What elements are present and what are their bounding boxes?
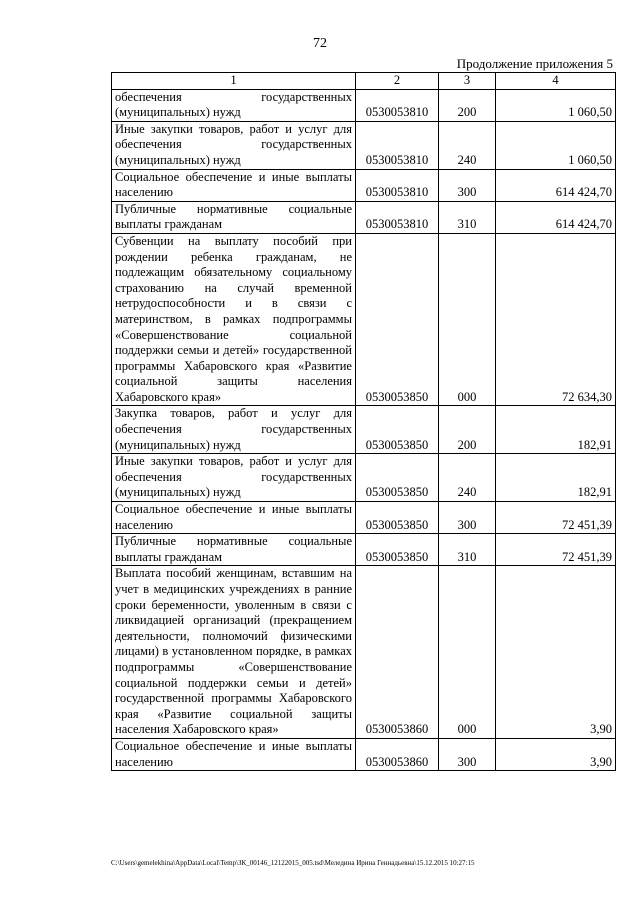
row-amount: 182,91: [496, 406, 616, 454]
budget-table: [111, 72, 616, 771]
row-description: Публичные нормативные социальные выплаты гражданам: [112, 201, 356, 233]
row-amount: 614 424,70: [496, 201, 616, 233]
row-target-code: 0530053860: [356, 738, 439, 770]
row-target-code: 0530053850: [356, 454, 439, 502]
row-target-code: 0530053810: [356, 121, 439, 169]
row-description: Социальное обеспечение и иные выплаты населению: [112, 738, 356, 770]
row-amount: 182,91: [496, 454, 616, 502]
table-row: [112, 169, 616, 201]
row-target-code: 0530053850: [356, 233, 439, 406]
row-description: Субвенции на выплату пособий при рождении ребенка гражданам, не подлежащим обязательному социальному страхованию на случай временной нетрудоспособности и в связи с материнством, в рамках подпрограммы «Совершенствование социальной поддержки семьи и детей» государственной программы Хабаровского края «Развитие социальной защиты населения Хабаровского края»: [112, 233, 356, 406]
column-header: 2: [356, 73, 439, 90]
table-row: [112, 502, 616, 534]
row-amount: 614 424,70: [496, 169, 616, 201]
appendix-continuation-label: Продолжение приложения 5: [456, 56, 613, 71]
row-description: Социальное обеспечение и иные выплаты населению: [112, 169, 356, 201]
row-description: обеспечения государственных (муниципальных) нужд: [112, 89, 356, 121]
column-header: 3: [439, 73, 496, 90]
row-expense-type: 000: [439, 233, 496, 406]
row-expense-type: 310: [439, 534, 496, 566]
row-target-code: 0530053850: [356, 502, 439, 534]
row-description: Иные закупки товаров, работ и услуг для обеспечения государственных (муниципальных) нужд: [112, 454, 356, 502]
row-amount: 1 060,50: [496, 121, 616, 169]
row-target-code: 0530053860: [356, 566, 439, 739]
table-row: [112, 121, 616, 169]
table-row: [112, 201, 616, 233]
page-number: 72: [313, 36, 327, 51]
row-expense-type: 240: [439, 454, 496, 502]
table-row: [112, 89, 616, 121]
row-amount: 72 634,30: [496, 233, 616, 406]
table-row: [112, 738, 616, 770]
row-amount: 72 451,39: [496, 502, 616, 534]
row-target-code: 0530053810: [356, 169, 439, 201]
row-expense-type: 200: [439, 406, 496, 454]
row-amount: 3,90: [496, 566, 616, 739]
row-target-code: 0530053810: [356, 89, 439, 121]
row-amount: 3,90: [496, 738, 616, 770]
row-expense-type: 300: [439, 738, 496, 770]
row-target-code: 0530053850: [356, 406, 439, 454]
row-description: Иные закупки товаров, работ и услуг для обеспечения государственных (муниципальных) нужд: [112, 121, 356, 169]
row-expense-type: 300: [439, 169, 496, 201]
row-expense-type: 300: [439, 502, 496, 534]
row-expense-type: 240: [439, 121, 496, 169]
row-expense-type: 310: [439, 201, 496, 233]
header-row: [112, 73, 616, 90]
row-amount: 72 451,39: [496, 534, 616, 566]
file-path-footer: C:\Users\gemelekhina\AppData\Local\Temp\ЗК_00146_12122015_005.tsd\Меледина Ирина Геннадьевна\15.12.2015 10:27:15: [111, 859, 475, 867]
column-header: 1: [112, 73, 356, 90]
row-expense-type: 000: [439, 566, 496, 739]
table-row: [112, 566, 616, 739]
row-description: Социальное обеспечение и иные выплаты населению: [112, 502, 356, 534]
row-description: Публичные нормативные социальные выплаты гражданам: [112, 534, 356, 566]
table-row: [112, 406, 616, 454]
row-description: Закупка товаров, работ и услуг для обеспечения государственных (муниципальных) нужд: [112, 406, 356, 454]
row-description: Выплата пособий женщинам, вставшим на учет в медицинских учреждениях в ранние сроки беременности, уволенным в связи с ликвидацией организаций (прекращением деятельности, полномочий физическими лицами) в установленном порядке, в рамках подпрограммы «Совершенствование социальной поддержки семьи и детей» государственной программы Хабаровского края «Развитие социальной защиты населения Хабаровского края»: [112, 566, 356, 739]
table-row: [112, 454, 616, 502]
row-amount: 1 060,50: [496, 89, 616, 121]
row-expense-type: 200: [439, 89, 496, 121]
table-row: [112, 233, 616, 406]
row-target-code: 0530053810: [356, 201, 439, 233]
row-target-code: 0530053850: [356, 534, 439, 566]
column-header: 4: [496, 73, 616, 90]
table-row: [112, 534, 616, 566]
